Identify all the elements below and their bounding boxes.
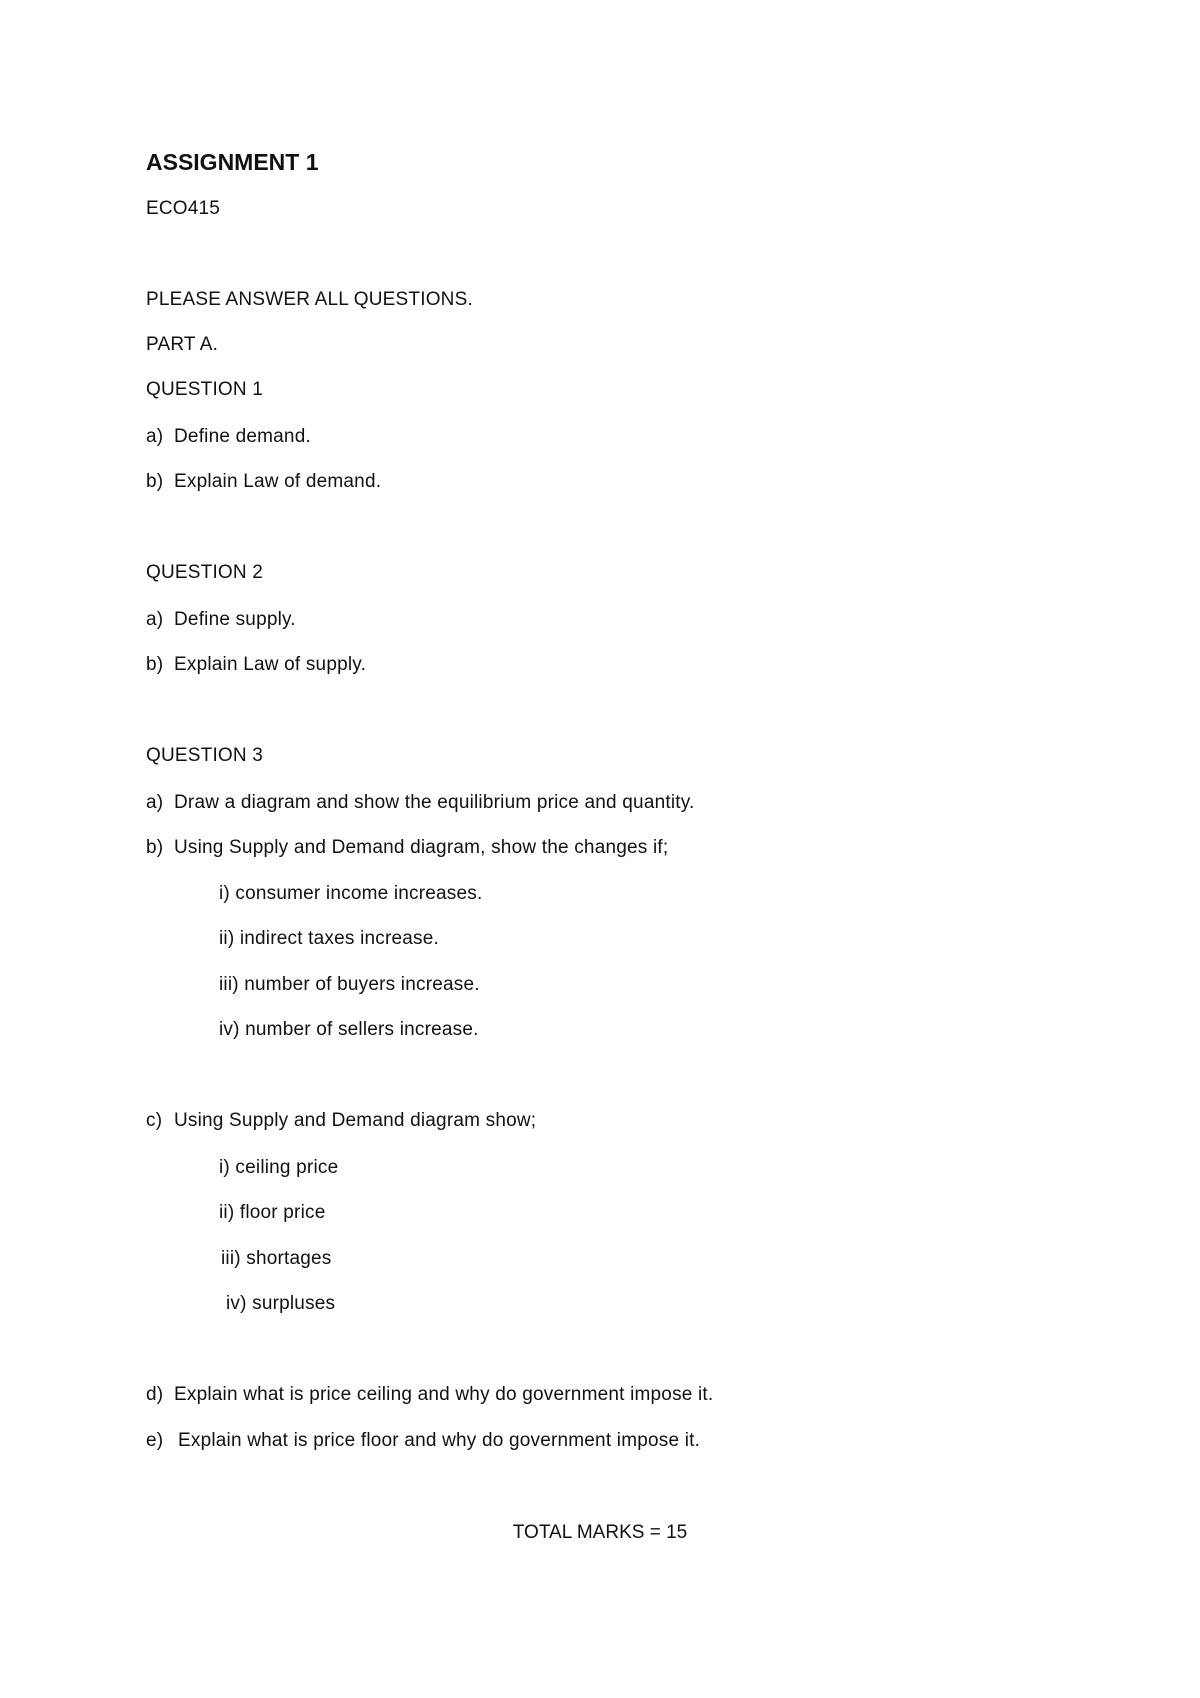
question-3b-sub-iii: iii) number of buyers increase. [219,974,480,995]
item-marker: b) [146,654,164,675]
question-1a-text: Define demand. [174,426,311,447]
item-marker: a) [146,426,164,447]
question-2b-text: Explain Law of supply. [174,654,367,675]
question-3e-text: Explain what is price floor and why do government impose it. [178,1430,701,1451]
question-3b-text: Using Supply and Demand diagram, show the changes if; [174,837,669,858]
question-2a [146,608,296,632]
item-marker: c) [146,1110,163,1131]
part-heading: PART A. [146,334,219,355]
question-1b [146,470,381,494]
question-3b-sub-ii: ii) indirect taxes increase. [219,928,439,949]
question-3c-sub-iv: iv) surpluses [226,1293,336,1314]
course-code: ECO415 [146,198,221,219]
question-1b-text: Explain Law of demand. [174,471,382,492]
question-3c-sub-iii: iii) shortages [221,1248,332,1269]
question-3b [146,836,668,860]
instruction-text: PLEASE ANSWER ALL QUESTIONS. [146,289,473,310]
item-marker: d) [146,1384,164,1405]
total-marks: TOTAL MARKS = 15 [512,1522,688,1543]
question-3c [146,1109,536,1133]
item-marker: e) [146,1430,164,1451]
item-marker: b) [146,837,164,858]
question-3b-sub-iv: iv) number of sellers increase. [219,1019,479,1040]
question-3b-sub-i: i) consumer income increases. [219,883,483,904]
question-1-heading: QUESTION 1 [146,379,264,400]
item-marker: a) [146,609,164,630]
question-3d-text: Explain what is price ceiling and why do government impose it. [174,1384,714,1405]
question-3c-sub-i: i) ceiling price [219,1157,339,1178]
question-3c-sub-ii: ii) floor price [219,1202,326,1223]
question-3a [146,791,695,815]
question-1a [146,425,311,449]
question-2a-text: Define supply. [174,609,296,630]
question-3e [146,1429,700,1453]
item-marker: b) [146,471,164,492]
question-3a-text: Draw a diagram and show the equilibrium price and quantity. [174,792,695,813]
item-marker: a) [146,792,164,813]
question-2b [146,653,366,677]
question-2-heading: QUESTION 2 [146,562,264,583]
question-3d [146,1383,713,1407]
assignment-title: ASSIGNMENT 1 [146,149,319,175]
question-3c-text: Using Supply and Demand diagram show; [174,1110,537,1131]
question-3-heading: QUESTION 3 [146,745,264,766]
